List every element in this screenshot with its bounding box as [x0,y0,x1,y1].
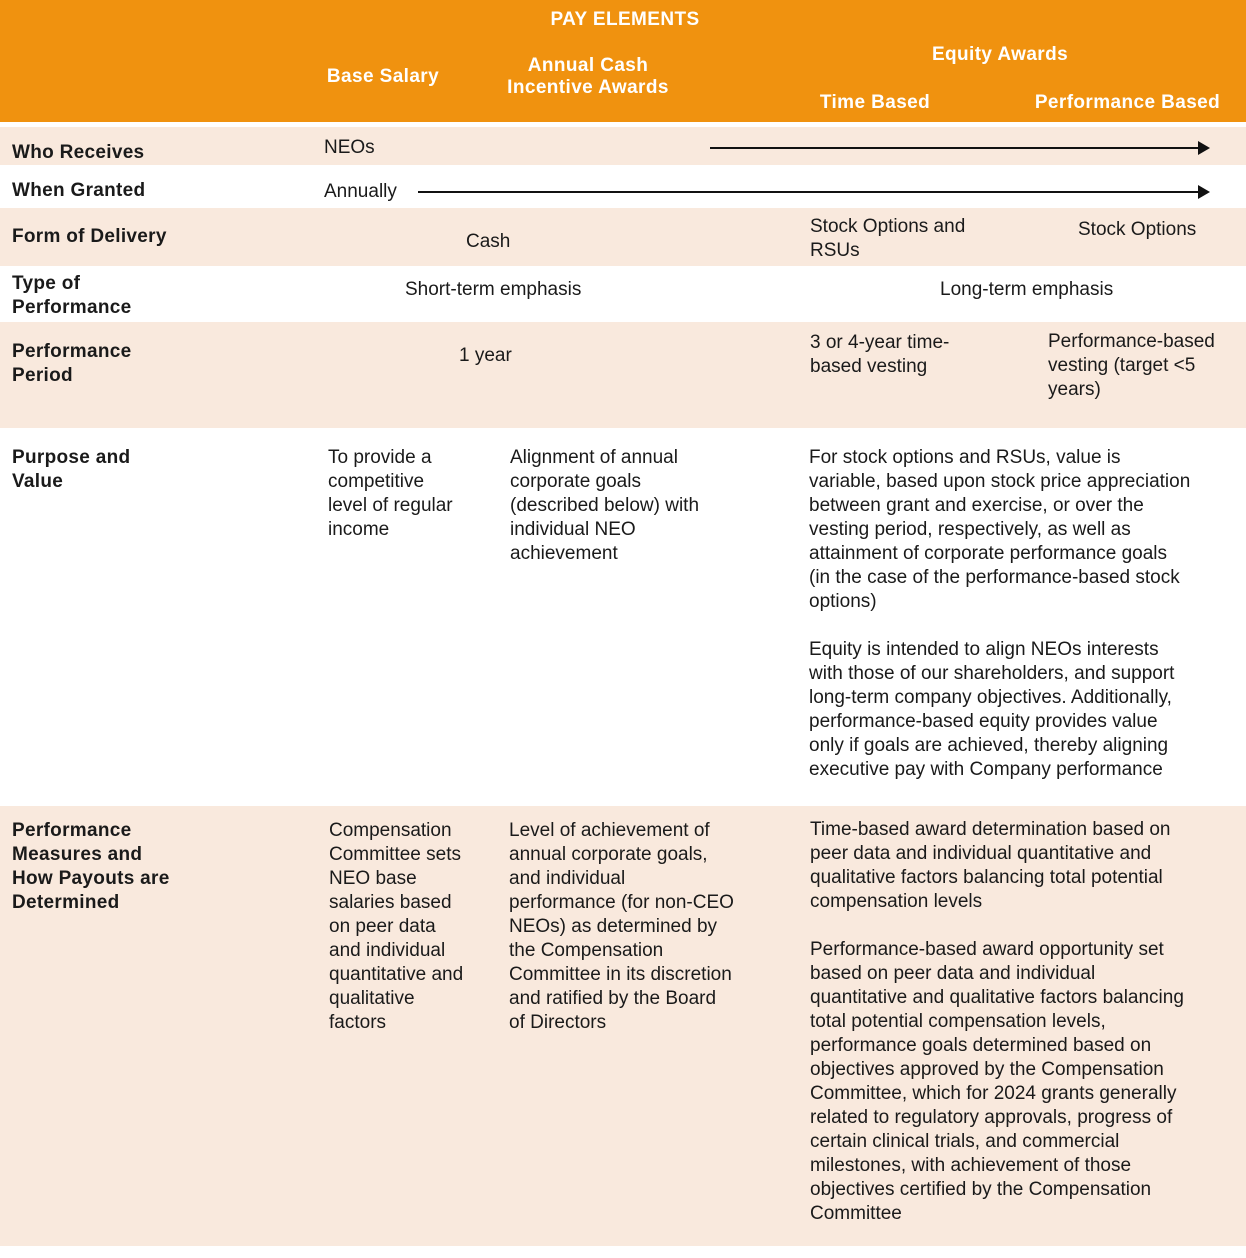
performance-based-header: Performance Based [1034,92,1221,113]
text-line: To provide a [328,447,432,468]
text-line: factors [329,1012,387,1033]
short-term-value: Short-term emphasis [405,279,582,300]
text-line: on peer data [329,916,436,937]
cash-value: Cash [466,231,511,252]
text-line: salaries based [329,892,452,913]
text-line: achievement [510,543,618,564]
row-label-line4: Determined [12,892,120,913]
annual-cash-purpose [510,446,699,566]
text-line: variable, based upon stock price appreciation [809,471,1191,492]
text-line: quantitative and [329,964,464,985]
text-line: compensation levels [810,891,983,912]
text-line: Committee in its discretion [509,964,732,985]
text-line: and individual [329,940,446,961]
text-line: performance-based equity provides value [809,711,1158,732]
annual-cash-measures [509,819,734,1035]
text-line: (in the case of the performance-based stock [809,567,1180,588]
row-who-receives [0,127,1246,165]
text-line: vesting period, respectively, as well as [809,519,1131,540]
time-based-delivery [810,215,965,263]
text-line: performance (for non-CEO [509,892,734,913]
pay-elements-title: PAY ELEMENTS [550,9,700,30]
text-line: and individual [509,868,626,889]
text-line: Compensation [329,820,452,841]
row-label-line1: Performance [12,341,132,362]
row-label-line1: Performance [12,820,132,841]
text-line: certain clinical trials, and commercial [810,1131,1120,1152]
text-line: peer data and individual quantitative and [810,843,1152,864]
equity-purpose [809,446,1190,782]
text-line: attainment of corporate performance goals [809,543,1168,564]
row-label-line2: Period [12,365,73,386]
text-line: competitive [328,471,425,492]
annual-cash-header [488,55,688,99]
long-term-value: Long-term emphasis [940,279,1114,300]
performance-based-vesting [1048,330,1215,402]
text-line: long-term company objectives. Additionally, [809,687,1172,708]
base-salary-measures [329,819,463,1035]
text-line: Committee sets [329,844,461,865]
row-performance-measures [0,806,1246,1246]
text-line: Equity is intended to align NEOs interests [809,639,1159,660]
table-header [0,0,1246,122]
row-form-of-delivery [0,208,1246,266]
base-salary-purpose [328,446,453,542]
text-line: total potential compensation levels, [810,1011,1106,1032]
text-line: Committee [810,1203,902,1224]
text-line: based vesting [810,356,928,377]
row-when-granted [0,168,1246,208]
text-line: (described below) with [510,495,700,516]
annual-cash-header-line2: Incentive Awards [507,77,669,98]
text-line: options) [809,591,877,612]
row-purpose-and-value [0,428,1246,806]
time-based-delivery-line1: Stock Options and [810,216,966,237]
base-salary-header: Base Salary [326,66,440,87]
equity-measures [810,818,1184,1226]
arrow-icon [418,191,1208,193]
row-label [12,272,131,320]
text-line: Performance-based [1048,331,1215,352]
who-receives-value: NEOs [324,137,375,158]
one-year-value: 1 year [459,345,512,366]
row-label [12,819,170,915]
time-based-vesting [810,331,949,379]
text-line: performance goals determined based on [810,1035,1152,1056]
annual-cash-header-line1: Annual Cash [527,55,649,76]
text-line: level of regular [328,495,453,516]
text-line: the Compensation [509,940,664,961]
text-line: related to regulatory approvals, progress of [810,1107,1173,1128]
row-label-line2: Value [12,471,64,492]
text-line: NEO base [329,868,417,889]
text-line: years) [1048,379,1101,400]
text-line: Performance-based award opportunity set [810,939,1164,960]
when-granted-value: Annually [324,181,397,202]
text-line: milestones, with achievement of those [810,1155,1132,1176]
text-line: NEOs) as determined by [509,916,718,937]
text-line: objectives certified by the Compensation [810,1179,1152,1200]
row-label-line1: Type of [12,273,81,294]
text-line: and ratified by the Board [509,988,717,1009]
text-line: objectives approved by the Compensation [810,1059,1164,1080]
text-line: qualitative [329,988,415,1009]
text-line: quantitative and qualitative factors balancing [810,987,1184,1008]
performance-based-delivery: Stock Options [1078,219,1197,240]
text-line: between grant and exercise, or over the [809,495,1144,516]
text-line: Time-based award determination based on [810,819,1171,840]
time-based-delivery-line2: RSUs [810,240,860,261]
row-label: Form of Delivery [12,226,167,247]
text-line: corporate goals [510,471,641,492]
row-label: When Granted [12,180,146,201]
time-based-header: Time Based [819,92,931,113]
text-line: based on peer data and individual [810,963,1096,984]
text-line: 3 or 4-year time- [810,332,950,353]
text-line: qualitative factors balancing total potential [810,867,1163,888]
row-label-line2: Measures and [12,844,143,865]
text-line: Alignment of annual [510,447,678,468]
text-line: of Directors [509,1012,607,1033]
row-label-line3: How Payouts are [12,868,170,889]
text-line: only if goals are achieved, thereby aligning [809,735,1169,756]
text-line: income [328,519,390,540]
row-label: Who Receives [12,142,145,163]
text-line: with those of our shareholders, and support [809,663,1175,684]
row-performance-period [0,322,1246,428]
text-line: For stock options and RSUs, value is [809,447,1121,468]
text-line: vesting (target <5 [1048,355,1196,376]
row-label [12,446,130,494]
text-line: executive pay with Company performance [809,759,1163,780]
row-label-line1: Purpose and [12,447,131,468]
row-type-of-performance [0,266,1246,322]
text-line: Level of achievement of [509,820,710,841]
text-line: annual corporate goals, [509,844,708,865]
row-label-line2: Performance [12,297,132,318]
equity-awards-header: Equity Awards [931,44,1069,65]
arrow-icon [710,147,1208,149]
text-line: Committee, which for 2024 grants generally [810,1083,1177,1104]
text-line: individual NEO [510,519,636,540]
row-label [12,340,131,388]
